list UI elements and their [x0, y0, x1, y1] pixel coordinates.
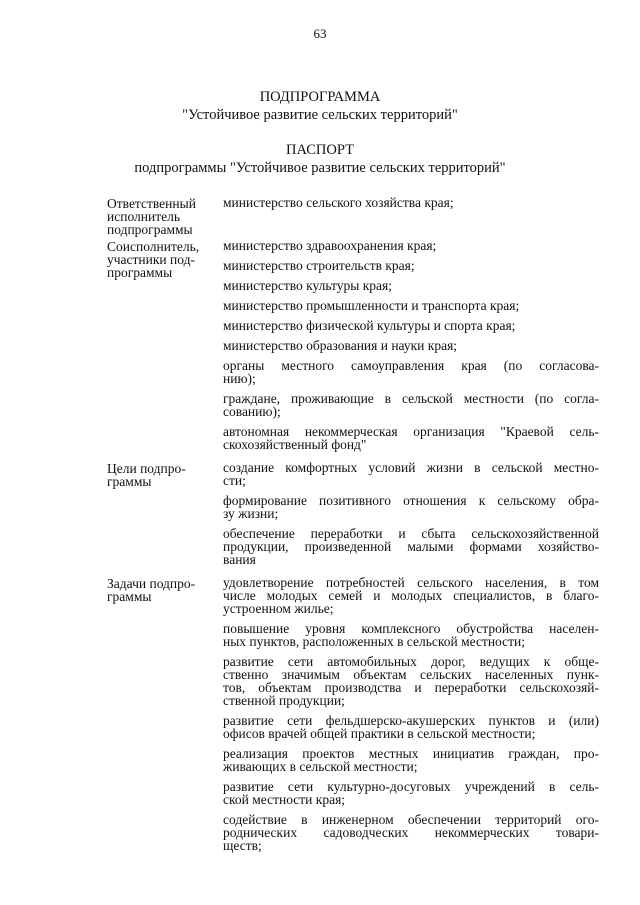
item-line: министерство физической культуры и спорта края; [223, 318, 516, 333]
list-item [223, 813, 599, 852]
item-line: создание комфортных условий жизни в сельской местно- [223, 460, 599, 475]
row-items [223, 239, 599, 458]
item-line: министерство образования и науки края; [223, 338, 458, 353]
row-items [223, 461, 599, 573]
list-item [223, 576, 599, 615]
item-line: граждане, проживающие в сельской местности (по согла- [223, 391, 599, 406]
list-item [223, 196, 599, 209]
list-item [223, 259, 599, 272]
page-number: 63 [313, 26, 327, 41]
list-item [223, 359, 599, 385]
subprogram-title: ПОДПРОГРАММА [259, 89, 381, 105]
row-label-line: Цели подпро- [107, 461, 186, 476]
item-line: числе молодых семей и молодых специалистов, в благо- [223, 588, 599, 603]
item-line: автономная некоммерческая организация "Краевой сель- [223, 424, 599, 439]
list-item [223, 339, 599, 352]
list-item [223, 461, 599, 487]
passport-row [107, 576, 599, 859]
row-items [223, 576, 599, 859]
item-line: скохозяйственный фонд" [223, 437, 367, 452]
passport-table [107, 196, 599, 862]
item-line: сти; [223, 473, 246, 488]
list-item [223, 747, 599, 773]
row-label-line: Соисполнитель, [107, 239, 200, 254]
item-line: развитие сети культурно-досуговых учреждений в сель- [223, 779, 599, 794]
list-item [223, 714, 599, 740]
list-item [223, 299, 599, 312]
row-label [107, 461, 223, 573]
item-line: развитие сети автомобильных дорог, ведущих к обще- [223, 654, 599, 669]
row-label [107, 576, 223, 859]
list-item [223, 392, 599, 418]
list-item [223, 279, 599, 292]
row-label-line: исполнитель [107, 209, 180, 224]
item-line: зу жизни; [223, 506, 279, 521]
item-line: реализация проектов местных инициатив граждан, про- [223, 746, 599, 761]
row-label-line: граммы [107, 474, 152, 489]
item-line: формирование позитивного отношения к сельскому обра- [223, 493, 599, 508]
item-line: живающих в сельской местности; [223, 759, 418, 774]
passport-heading [0, 141, 640, 177]
item-line: ных пунктов, расположенных в сельской местности; [223, 634, 526, 649]
item-line: повышение уровня комплексного обустройства населен- [223, 621, 599, 636]
row-label-line: Ответственный [107, 196, 196, 211]
item-line: ществ; [223, 838, 262, 853]
list-item [223, 319, 599, 332]
passport-subtitle: подпрограммы "Устойчивое развитие сельских территорий" [134, 160, 506, 176]
passport-row [107, 196, 599, 236]
item-line: ской местности края; [223, 792, 346, 807]
row-label-line: Задачи подпро- [107, 576, 196, 591]
row-label-line: подпрограммы [107, 222, 193, 237]
list-item [223, 239, 599, 252]
row-label-line: программы [107, 265, 173, 280]
item-line: роднических садоводческих некоммерческих товари- [223, 825, 599, 840]
item-line: обеспечение переработки и сбыта сельскохозяйственной [223, 526, 599, 541]
item-line: министерство здравоохранения края; [223, 238, 437, 253]
row-label-line: участники под- [107, 252, 195, 267]
item-line: ственной продукции; [223, 693, 345, 708]
item-line: ственно значимым объектам сельских населенных пунк- [223, 667, 599, 682]
passport-row [107, 461, 599, 573]
item-line: продукции, произведенной малыми формами хозяйство- [223, 539, 599, 554]
list-item [223, 527, 599, 566]
item-line: органы местного самоуправления края (по согласова- [223, 358, 599, 373]
subprogram-subtitle: "Устойчивое развитие сельских территорий" [182, 107, 458, 123]
item-line: министерство промышленности и транспорта края; [223, 298, 520, 313]
item-line: тов, объектам производства и переработки сельскохозяй- [223, 680, 599, 695]
passport-title: ПАСПОРТ [286, 142, 354, 158]
passport-row [107, 239, 599, 458]
list-item [223, 780, 599, 806]
list-item [223, 425, 599, 451]
item-line: министерство культуры края; [223, 278, 392, 293]
item-line: нию); [223, 371, 256, 386]
item-line: удовлетворение потребностей сельского населения, в том [223, 575, 599, 590]
item-line: развитие сети фельдшерско-акушерских пунктов и (или) [223, 713, 599, 728]
item-line: устроенном жилье; [223, 601, 334, 616]
list-item [223, 622, 599, 648]
row-label [107, 196, 223, 236]
item-line: офисов врачей общей практики в сельской местности; [223, 726, 536, 741]
row-label [107, 239, 223, 458]
list-item [223, 655, 599, 707]
item-line: министерство сельского хозяйства края; [223, 195, 454, 210]
row-items [223, 196, 599, 236]
item-line: содействие в инженерном обеспечении территорий ого- [223, 812, 599, 827]
item-line: министерство строительств края; [223, 258, 415, 273]
item-line: сованию); [223, 404, 281, 419]
item-line: вания [223, 552, 256, 567]
subprogram-heading [0, 88, 640, 124]
list-item [223, 494, 599, 520]
row-label-line: граммы [107, 589, 152, 604]
